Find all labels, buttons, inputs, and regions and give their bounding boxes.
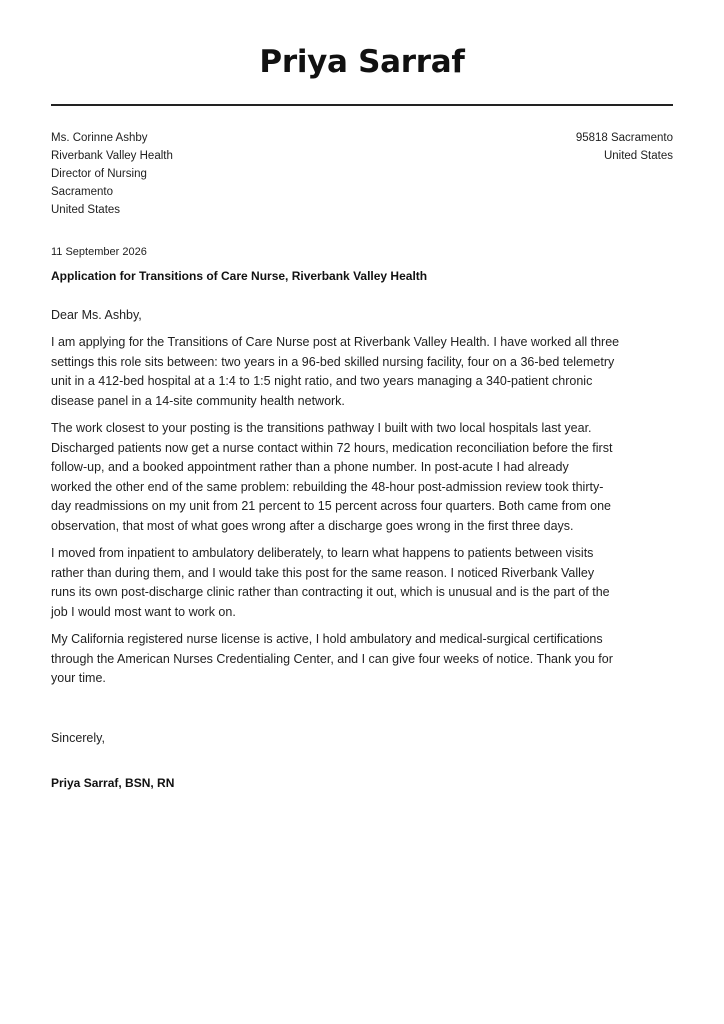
closing: Sincerely, <box>51 731 105 745</box>
signature-name: Priya Sarraf, BSN, RN <box>51 776 175 790</box>
letter-subject: Application for Transitions of Care Nurse, Riverbank Valley Health <box>51 269 428 283</box>
paragraph-line: settings this role sits between: two years in a 96-bed skilled nursing facility, four on a 36-bed telemetry <box>51 354 615 369</box>
letter-body <box>51 333 676 697</box>
sender-address <box>576 129 673 165</box>
paragraph-line: disease panel in a 14-site community health network. <box>51 393 345 408</box>
paragraph-line: runs its own post-discharge clinic rather than contracting it out, which is unusual and is the part of the <box>51 585 610 599</box>
paragraph-line: rather than during them, and I would take this post for the same reason. I noticed Riverbank Valley <box>51 565 595 580</box>
paragraph-line: day readmissions on my unit from 21 percent to 15 percent across four quarters. Both came from one <box>51 499 611 513</box>
paragraph-line: I moved from inpatient to ambulatory deliberately, to learn what happens to patients between visits <box>51 546 594 560</box>
paragraph-line: unit in a 412-bed hospital at a 1:4 to 1:5 night ratio, and two years managing a 340-patient chronic <box>51 374 593 388</box>
applicant-name: Priya Sarraf <box>259 44 465 80</box>
sender-postal-city: 95818 Sacramento <box>575 132 673 144</box>
paragraph-line: follow-up, and a booked appointment rather than a phone number. In post-acute I had already <box>51 460 569 474</box>
body-paragraph-4 <box>51 630 676 689</box>
recipient-address <box>51 129 173 219</box>
paragraph-line: My California registered nurse license is active, I hold ambulatory and medical-surgical certifications <box>51 632 603 646</box>
paragraph-line: Discharged patients now get a nurse contact within 72 hours, medication reconciliation before the first <box>51 440 613 455</box>
recipient-organization: Riverbank Valley Health <box>51 150 173 162</box>
paragraph-line: I am applying for the Transitions of Care Nurse post at Riverbank Valley Health. I have worked all three <box>51 335 620 349</box>
paragraph-line: through the American Nurses Credentialing Center, and I can give four weeks of notice. Thank you for <box>51 651 613 666</box>
recipient-country: United States <box>51 204 121 216</box>
paragraph-line: worked the other end of the same problem: rebuilding the 48-hour post-admission review took thirty- <box>51 479 604 494</box>
sender-country: United States <box>603 150 673 162</box>
body-paragraph-2 <box>51 419 676 536</box>
recipient-title: Director of Nursing <box>51 168 147 180</box>
paragraph-line: The work closest to your posting is the transitions pathway I built with two local hospitals last year. <box>51 421 592 435</box>
paragraph-line: observation, that most of what goes wrong after a discharge goes wrong in the first three days. <box>51 518 574 533</box>
body-paragraph-3 <box>51 544 676 622</box>
recipient-city: Sacramento <box>51 186 114 198</box>
paragraph-line: your time. <box>51 671 106 685</box>
body-paragraph-1 <box>51 333 676 411</box>
letter-date: 11 September 2026 <box>51 246 147 258</box>
salutation: Dear Ms. Ashby, <box>51 308 142 322</box>
paragraph-line: job I would most want to work on. <box>51 604 236 619</box>
recipient-name: Ms. Corinne Ashby <box>51 132 148 144</box>
header-divider <box>51 104 673 106</box>
